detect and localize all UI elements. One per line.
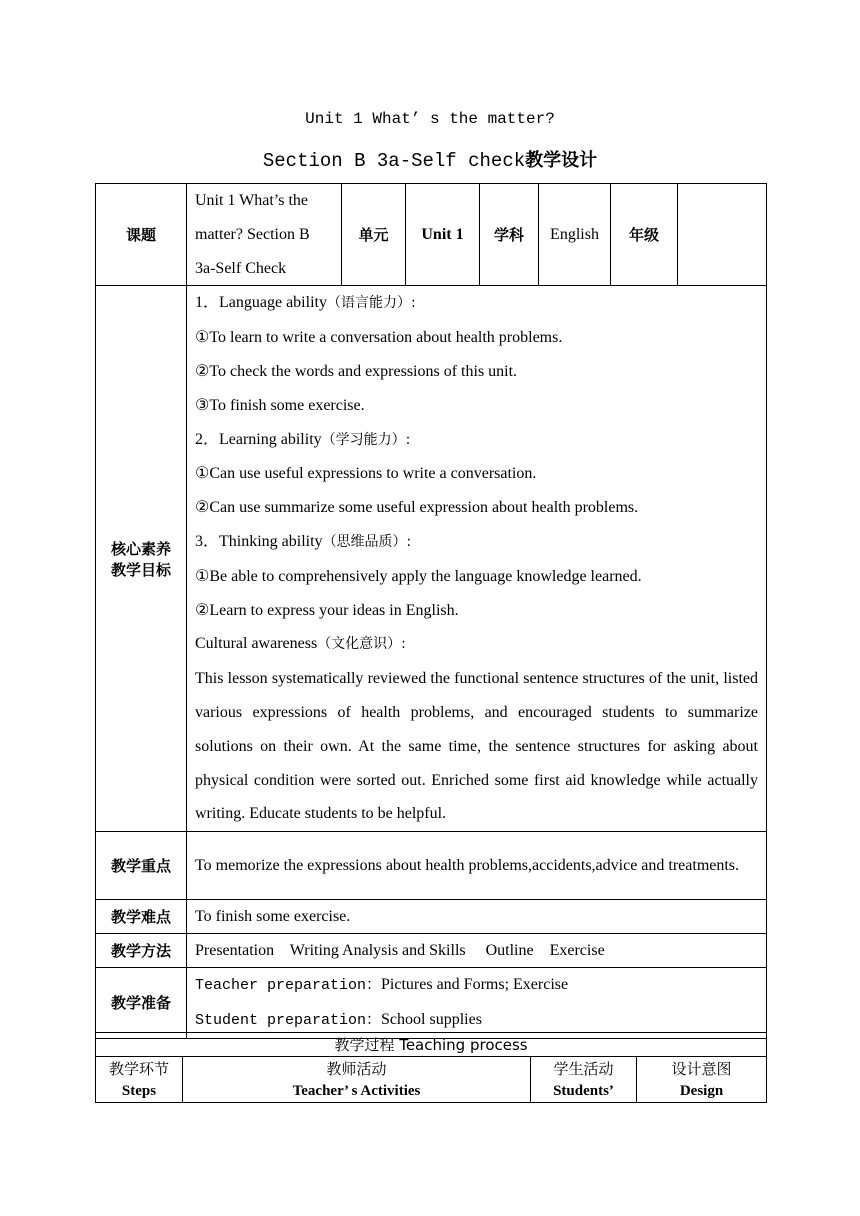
cultural-heading [195, 627, 758, 662]
student-preparation-label: Student preparation： [195, 1011, 382, 1029]
teaching-process-table [95, 1032, 767, 1103]
doc-title-line1: Unit 1 What’ s the matter? [305, 110, 555, 128]
difficulties-label: 教学难点 [96, 900, 187, 934]
doc-title-section: Section B 3a-Self check [262, 150, 526, 172]
process-title-text: 教学过程 Teaching process [334, 1035, 528, 1054]
col-steps-en: Steps [121, 1082, 157, 1099]
methods-text: Presentation Writing Analysis and Skills Outline Exercise [187, 934, 767, 968]
objectives-row [96, 286, 767, 832]
key-points-row [96, 832, 767, 900]
teacher-preparation [195, 968, 758, 1003]
objectives-label [96, 286, 187, 832]
language-item: ③To finish some exercise. [195, 396, 365, 414]
process-title-row [96, 1033, 767, 1057]
preparation-content [187, 968, 767, 1039]
teacher-preparation-value: Pictures and Forms; Exercise [381, 976, 569, 994]
cultural-heading-en: Cultural awareness [195, 635, 318, 653]
col-teacher-en: Teacher’ s Activities [292, 1082, 421, 1099]
language-item: ①To learn to write a conversation about health problems. [195, 329, 563, 347]
info-row [96, 184, 767, 286]
thinking-item: ②Learn to express your ideas in English. [195, 601, 459, 619]
col-design-en: Design [679, 1082, 724, 1099]
doc-title-cn: 教学设计 [525, 150, 598, 171]
learning-heading-cn: （学习能力）: [321, 431, 411, 448]
thinking-heading-en: 3．Thinking ability [195, 532, 323, 550]
thinking-heading [195, 525, 758, 560]
key-points-label: 教学重点 [96, 832, 187, 900]
language-item: ②To check the words and expressions of this unit. [195, 362, 518, 380]
objectives-label-line: 核心素养 [110, 539, 171, 558]
preparation-row [96, 968, 767, 1039]
language-heading-cn: （语言能力）: [326, 295, 416, 312]
key-points-text-line: To memorize the expressions about health problems,accidents,advice and treatments. [195, 856, 740, 874]
cultural-text: This lesson systematically reviewed the functional sentence structures of the unit, listed various expressions of health problems, and encouraged students to summarize solutions on their own. At the same time, the sentence structures for asking about physical condition were sorted out. Enriched some first aid knowledge while actually writing. Educate students to be helpful. [195, 670, 758, 823]
objectives-label-line: 教学目标 [110, 560, 171, 579]
thinking-heading-cn: （思维品质）: [322, 533, 412, 550]
topic-value [187, 184, 342, 286]
col-design-cn: 设计意图 [671, 1059, 732, 1078]
methods-label: 教学方法 [96, 934, 187, 968]
subject-value: English [539, 184, 611, 286]
preparation-label: 教学准备 [96, 968, 187, 1039]
col-teacher-cn: 教师活动 [326, 1059, 387, 1078]
col-design [637, 1057, 767, 1103]
grade-value [678, 184, 767, 286]
col-students-cn: 学生活动 [553, 1059, 614, 1078]
key-points-text [187, 832, 767, 900]
col-students-en: Students’ [553, 1082, 614, 1099]
subject-label: 学科 [480, 184, 539, 286]
topic-label: 课题 [96, 184, 187, 286]
col-steps-cn: 教学环节 [108, 1059, 169, 1078]
process-title [96, 1033, 767, 1057]
topic-line: matter? Section B [195, 225, 310, 243]
process-header-row [96, 1057, 767, 1103]
learning-item: ②Can use summarize some useful expression about health problems. [195, 499, 639, 517]
teacher-preparation-label: Teacher preparation： [195, 977, 382, 995]
col-students [531, 1057, 637, 1103]
topic-line: 3a-Self Check [195, 259, 287, 277]
cultural-heading-cn: （文化意识）: [317, 636, 406, 653]
doc-title-line2 [0, 146, 860, 172]
learning-item: ①Can use useful expressions to write a conversation. [195, 465, 537, 483]
col-steps [96, 1057, 183, 1103]
unit-value: Unit 1 [406, 184, 480, 286]
methods-row [96, 934, 767, 968]
unit-label: 单元 [342, 184, 406, 286]
difficulties-text: To finish some exercise. [187, 900, 767, 934]
student-preparation-value: School supplies [381, 1010, 482, 1028]
topic-line: Unit 1 What’s the [195, 192, 309, 209]
thinking-item: ①Be able to comprehensively apply the language knowledge learned. [195, 567, 642, 585]
grade-label: 年级 [611, 184, 678, 286]
language-heading-en: 1．Language ability [195, 294, 327, 312]
language-heading [195, 286, 758, 321]
difficulties-row [96, 900, 767, 934]
col-teacher [183, 1057, 531, 1103]
learning-heading [195, 423, 758, 458]
lesson-plan-table [95, 183, 767, 1039]
learning-heading-en: 2．Learning ability [195, 430, 322, 448]
objectives-content [187, 286, 767, 832]
